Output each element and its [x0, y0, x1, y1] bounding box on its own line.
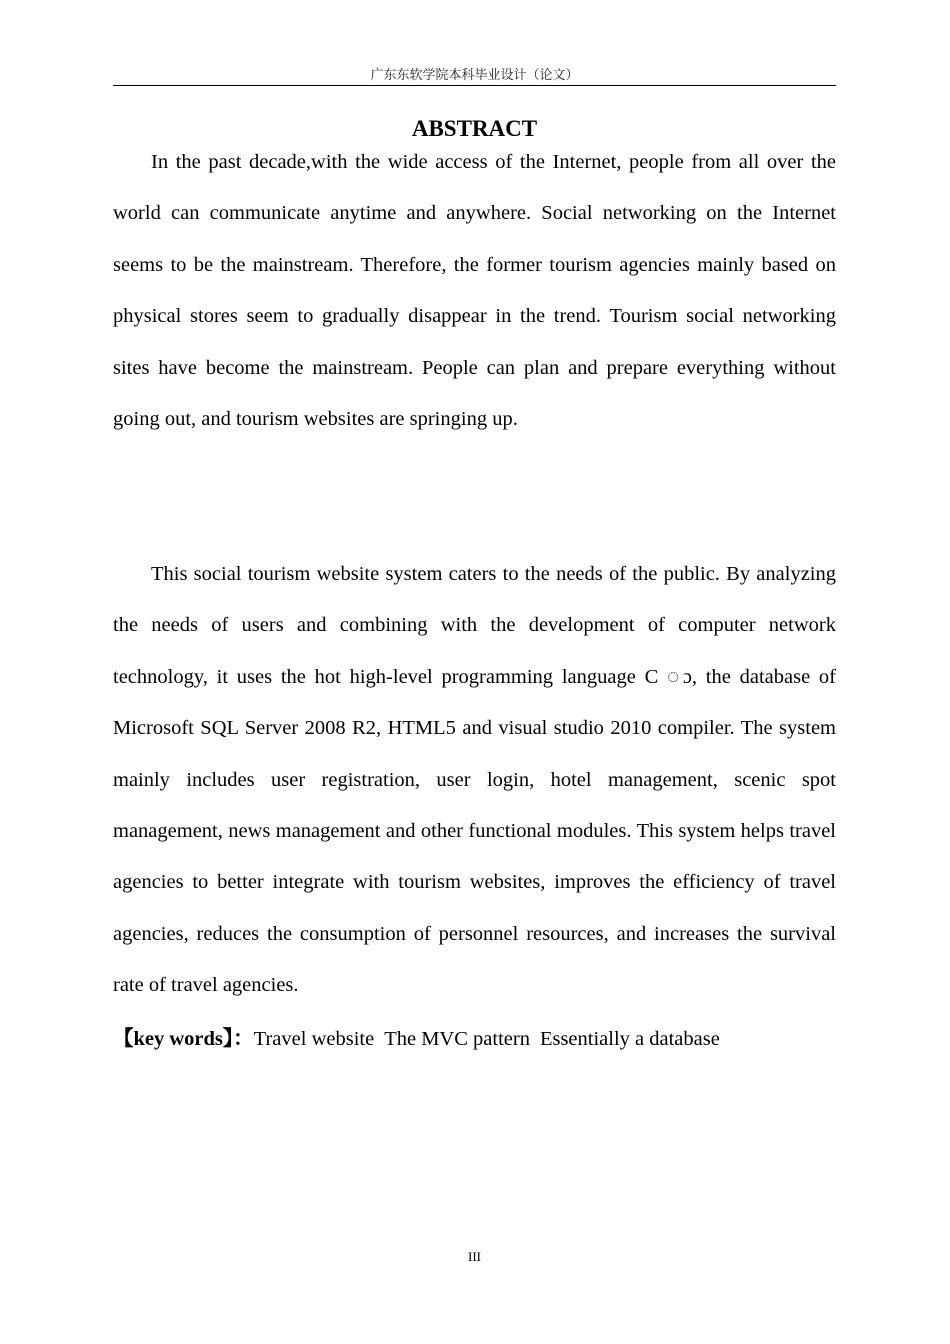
keywords-line	[113, 1023, 836, 1055]
keyword-item: The MVC pattern	[384, 1028, 530, 1050]
page-number: III	[468, 1249, 481, 1264]
header-divider	[113, 85, 836, 86]
page-header: 广东东软学院本科毕业设计（论文）	[370, 67, 579, 82]
abstract-title: ABSTRACT	[411, 116, 538, 141]
abstract-paragraph-2: This social tourism website system caters to the needs of the public. By analyzing the needs of users and combining with the development of computer network technology, it uses the hot high-level programming language C ◌ɔ, the database of Microsoft SQL Server 2008 R2, HTML5 and visual studio 2010 compiler. The system mainly includes user registration, user login, hotel management, scenic spot management, news management and other functional modules. This system helps travel agencies to better integrate with tourism websites, improves the efficiency of travel agencies, reduces the consumption of personnel resources, and increases the survival rate of travel agencies.	[113, 563, 836, 997]
keywords-label: 【key words】：	[113, 1028, 254, 1050]
keyword-item: Essentially a database	[539, 1028, 720, 1050]
keyword-item: Travel website	[253, 1028, 375, 1050]
abstract-paragraph-1: In the past decade,with the wide access of the Internet, people from all over the world can communicate anytime and anywhere. Social networking on the Internet seems to be the mainstream. Therefore, the former tourism agencies mainly based on physical stores seem to gradually disappear in the trend. Tourism social networking sites have become the mainstream. People can plan and prepare everything without going out, and tourism websites are springing up.	[113, 151, 836, 431]
